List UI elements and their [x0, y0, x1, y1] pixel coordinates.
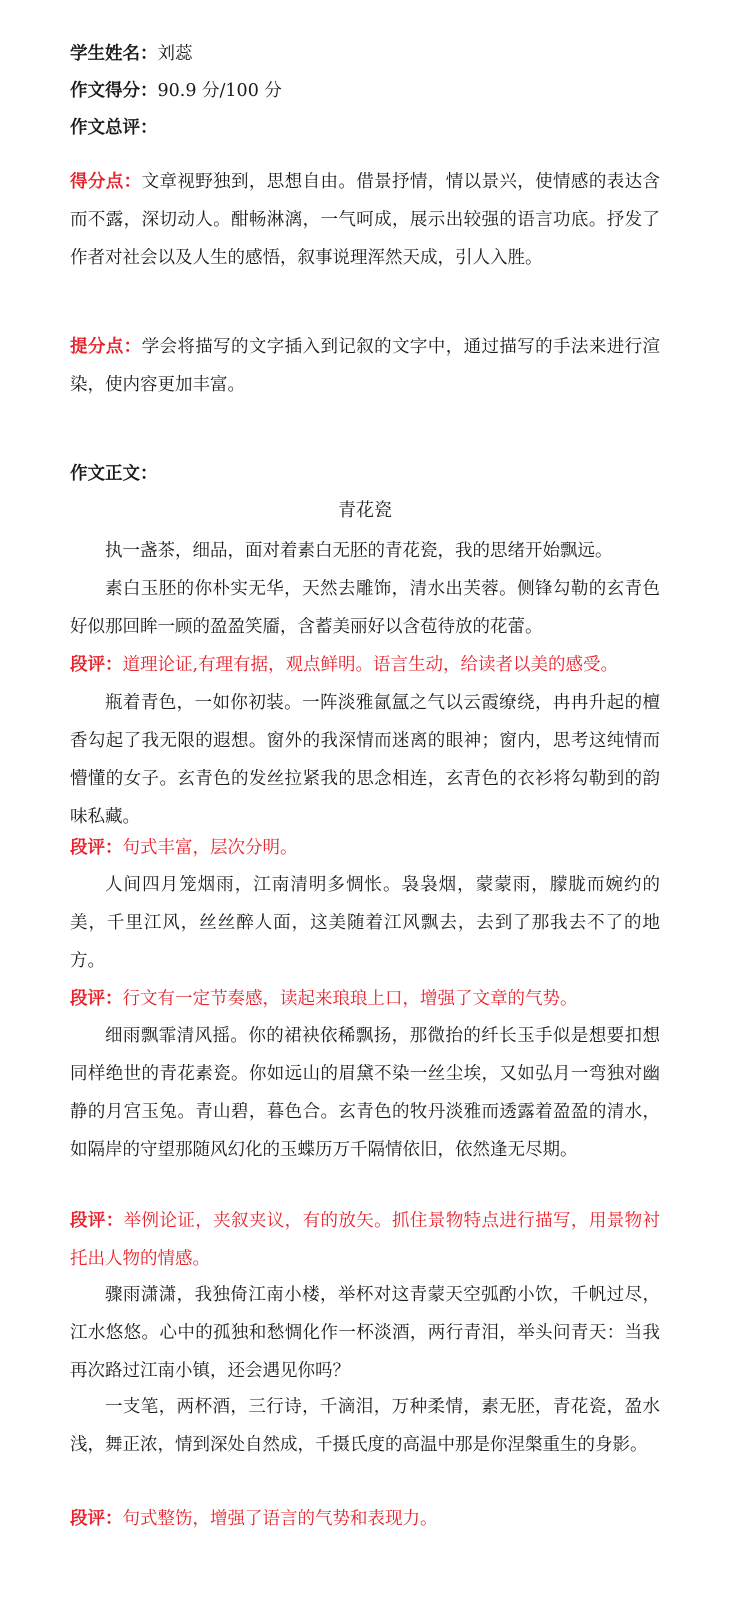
- improvement-label: 提分点：: [70, 337, 142, 357]
- overall-review-row: [70, 114, 158, 142]
- comment-label: 段评：: [70, 655, 123, 675]
- paragraph-comment-4: [70, 1202, 660, 1278]
- essay-body-label: 作文正文：: [70, 464, 158, 484]
- comment-text: 句式整饬，增强了语言的气势和表现力。: [122, 1509, 438, 1529]
- comment-text: 行文有一定节奏感，读起来琅琅上口，增强了文章的气势。: [122, 989, 578, 1009]
- comment-label: 段评：: [70, 1211, 124, 1231]
- essay-body-row: [70, 460, 158, 488]
- paragraph-comment-2: [70, 829, 660, 867]
- student-name-label: 学生姓名：: [70, 44, 158, 64]
- paragraph-comment-3: [70, 980, 660, 1018]
- essay-title: 青花瓷: [338, 500, 392, 521]
- comment-text: 道理论证,有理有据，观点鲜明。语言生动，给读者以美的感受。: [122, 655, 619, 675]
- score-row: [70, 77, 282, 105]
- overall-review-label: 作文总评：: [70, 118, 158, 138]
- improvement-paragraph: [70, 328, 660, 404]
- strengths-label: 得分点：: [70, 172, 142, 192]
- essay-paragraph-5: 细雨飘霏清风摇。你的裙袂依稀飘扬，那微抬的纤长玉手似是想要扣想同样绝世的青花素瓷。你如远山的眉黛不染一丝尘埃，又如弘月一弯独对幽静的月宫玉兔。青山碧，暮色合。玄青色的牧丹淡雅而透露着盈盈的清水，如隔岸的守望那随风幻化的玉蝶历万千隔情依旧，依然逢无尽期。: [70, 1026, 660, 1160]
- improvement-text: 学会将描写的文字插入到记叙的文字中，通过描写的手法来进行渲染，使内容更加丰富。: [70, 337, 660, 395]
- score-label: 作文得分：: [70, 81, 158, 101]
- essay-paragraph-7: 一支笔，两杯酒，三行诗，千滴泪，万种柔情，素无胚，青花瓷，盈水浅，舞正浓，情到深处自然成，千摄氏度的高温中那是你涅槃重生的身影。: [70, 1397, 660, 1455]
- essay-paragraph-2: 素白玉胚的你朴实无华，天然去雕饰，清水出芙蓉。侧锋勾勒的玄青色好似那回眸一顾的盈盈笑靥，含蓄美丽好以含苞待放的花蕾。: [70, 579, 660, 637]
- strengths-paragraph: [70, 163, 660, 277]
- student-name-row: [70, 40, 193, 68]
- comment-label: 段评：: [70, 838, 123, 858]
- paragraph-comment-1: [70, 646, 660, 684]
- comment-text: 举例论证，夹叙夹议，有的放矢。抓住景物特点进行描写，用景物衬托出人物的情感。: [70, 1211, 660, 1269]
- essay-paragraph-4: 人间四月笼烟雨，江南清明多惆怅。袅袅烟，蒙蒙雨，朦胧而婉约的美，千里江风，丝丝醉人面，这美随着江风飘去，去到了那我去不了的地方。: [70, 875, 660, 971]
- score-value: 90.9 分/100 分: [157, 81, 282, 101]
- essay-paragraph-6: 骤雨潇潇，我独倚江南小楼，举杯对这青蒙天空弧酌小饮，千帆过尽，江水悠悠。心中的孤独和愁惆化作一杯淡酒，两行青泪，举头问青天：当我再次路过江南小镇，还会遇见你吗？: [70, 1285, 660, 1381]
- comment-label: 段评：: [70, 989, 123, 1009]
- comment-text: 句式丰富，层次分明。: [122, 838, 298, 858]
- comment-label: 段评：: [70, 1509, 123, 1529]
- essay-paragraph-3: 瓶着青色，一如你初装。一阵淡雅氤氲之气以云霞缭绕，冉冉升起的檀香勾起了我无限的遐想。窗外的我深情而迷离的眼神；窗内，思考这纯情而懵懂的女子。玄青色的发丝拉紧我的思念相连，玄青色的衣衫将勾勒到的韵味私藏。: [70, 693, 660, 827]
- essay-paragraph-1: 执一盏茶，细品，面对着素白无胚的青花瓷，我的思绪开始飘远。: [105, 541, 613, 561]
- paragraph-comment-5: [70, 1500, 660, 1538]
- student-name-value: 刘蕊: [157, 44, 193, 64]
- strengths-text: 文章视野独到，思想自由。借景抒情，情以景兴，使情感的表达含而不露，深切动人。酣畅淋漓，一气呵成，展示出较强的语言功底。抒发了作者对社会以及人生的感悟，叙事说理浑然天成，引人入胜。: [70, 172, 660, 268]
